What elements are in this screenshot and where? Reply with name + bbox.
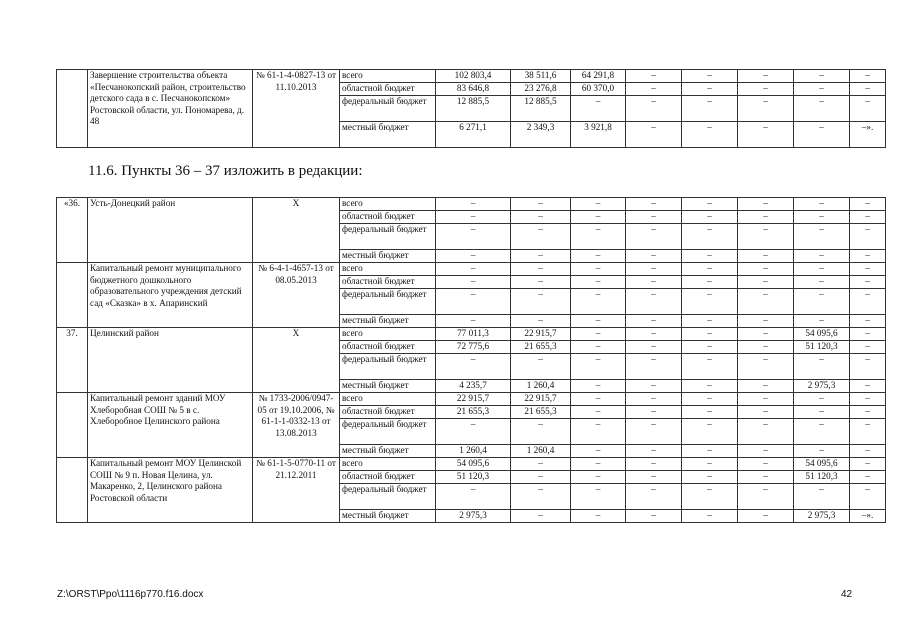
amount-cell: – [850,458,886,471]
amount-cell: – [511,419,571,445]
amount-cell: 1 260,4 [436,445,511,458]
amount-cell: – [571,263,626,276]
amount-cell: – [682,510,738,523]
amount-cell: – [794,122,850,148]
amount-cell: – [626,484,682,510]
amount-cell: – [682,224,738,250]
amount-cell: 72 775,6 [436,341,511,354]
funding-source-cell: областной бюджет [340,276,436,289]
footer-page-number: 42 [841,589,853,600]
amount-cell: – [850,445,886,458]
amount-cell: – [738,380,794,393]
amount-cell: – [682,354,738,380]
amount-cell: – [738,445,794,458]
amount-cell: – [571,406,626,419]
amount-cell: – [850,393,886,406]
amount-cell: – [626,419,682,445]
funding-source-cell: всего [340,198,436,211]
amount-cell: – [850,70,886,83]
object-name-cell: Капитальный ремонт МОУ Целинской СОШ № 9 п. Новая Целина, ул. Макаренко, 2, Целинского района Ростовской области [88,458,253,523]
amount-cell: – [436,198,511,211]
item-number-cell [57,70,88,148]
amount-cell: 2 975,3 [794,380,850,393]
amount-cell: 22 915,7 [436,393,511,406]
amount-cell: – [850,211,886,224]
amount-cell: – [571,380,626,393]
amount-cell: – [682,484,738,510]
item-number-cell [57,393,88,458]
amount-cell: – [738,354,794,380]
table-row [57,393,886,406]
amount-cell: – [850,250,886,263]
item-number-cell [57,263,88,328]
object-name-cell: Целинский район [88,328,253,393]
amount-cell: – [738,211,794,224]
object-name-cell: Завершение строительства объекта «Песчанокопский район, строительство детского сада в с. Песчанокопском» Ростовской области, ул. Пономарева, д. 48 [88,70,253,148]
funding-source-cell: областной бюджет [340,83,436,96]
amount-cell: – [794,406,850,419]
funding-source-cell: всего [340,328,436,341]
table-row [57,328,886,341]
amount-cell: – [850,471,886,484]
table-row [57,458,886,471]
amount-cell: – [682,96,738,122]
amount-cell: – [626,96,682,122]
amount-cell: – [682,315,738,328]
amount-cell: 3 921,8 [571,122,626,148]
amount-cell: 83 646,8 [436,83,511,96]
amount-cell: 54 095,6 [794,458,850,471]
amount-cell: – [626,83,682,96]
amount-cell: – [571,458,626,471]
footer-file-path: Z:\ORST\Ppo\1116p770.f16.docx [57,589,204,600]
amount-cell: – [738,289,794,315]
amount-cell: – [794,211,850,224]
amount-cell: – [626,445,682,458]
amount-cell: – [738,419,794,445]
funding-source-cell: местный бюджет [340,380,436,393]
amount-cell: – [511,250,571,263]
amount-cell: – [511,315,571,328]
object-name-cell: Усть-Донецкий район [88,198,253,263]
top-table [56,69,886,148]
amount-cell: – [738,471,794,484]
amount-cell: – [626,458,682,471]
item-number-cell [57,458,88,523]
object-name-cell: Капитальный ремонт муниципального бюджетного дошкольного образовательного учреждения детский сад «Сказка» в х. Апаринский [88,263,253,328]
amount-cell: – [436,250,511,263]
amount-cell: – [794,315,850,328]
amount-cell: – [626,224,682,250]
amount-cell: – [436,263,511,276]
amount-cell: – [738,341,794,354]
amount-cell: – [571,250,626,263]
amount-cell: – [682,122,738,148]
amount-cell: – [571,484,626,510]
amount-cell: – [794,445,850,458]
amount-cell: 38 511,6 [511,70,571,83]
amount-cell: 22 915,7 [511,328,571,341]
amount-cell: – [511,211,571,224]
amount-cell: – [738,198,794,211]
amount-cell: – [511,510,571,523]
amount-cell: – [850,484,886,510]
amount-cell: – [682,83,738,96]
amount-cell: – [738,276,794,289]
amount-cell: – [626,211,682,224]
amount-cell: – [738,315,794,328]
funding-source-cell: федеральный бюджет [340,289,436,315]
amount-cell: – [511,289,571,315]
amount-cell: 21 655,3 [511,341,571,354]
amount-cell: 1 260,4 [511,445,571,458]
amount-cell: – [850,198,886,211]
amount-cell: – [511,484,571,510]
amount-cell: – [850,96,886,122]
amount-cell: 51 120,3 [794,471,850,484]
amount-cell: – [682,276,738,289]
amount-cell: – [850,224,886,250]
amount-cell: – [436,289,511,315]
amount-cell: 2 975,3 [436,510,511,523]
amount-cell: 51 120,3 [794,341,850,354]
amount-cell: – [571,96,626,122]
amount-cell: – [626,315,682,328]
amount-cell: – [571,224,626,250]
funding-source-cell: областной бюджет [340,211,436,224]
amount-cell: – [626,250,682,263]
amount-cell: – [626,393,682,406]
amount-cell: – [626,276,682,289]
amount-cell: – [738,122,794,148]
amount-cell: – [738,70,794,83]
amount-cell: 1 260,4 [511,380,571,393]
amount-cell: – [571,419,626,445]
funding-source-cell: местный бюджет [340,510,436,523]
amount-cell: – [571,198,626,211]
amount-cell: – [738,328,794,341]
amount-cell: – [682,419,738,445]
amount-cell: – [794,263,850,276]
amount-cell: – [850,263,886,276]
amount-cell: – [682,250,738,263]
amount-cell: – [850,341,886,354]
amount-cell: 2 975,3 [794,510,850,523]
amount-cell: – [571,211,626,224]
amount-cell: – [794,289,850,315]
amount-cell: – [436,224,511,250]
amount-cell: – [511,263,571,276]
funding-source-cell: федеральный бюджет [340,224,436,250]
amount-cell: – [850,354,886,380]
amount-cell: – [626,471,682,484]
amount-cell: – [626,122,682,148]
amount-cell: – [571,510,626,523]
amount-cell: –». [850,510,886,523]
amount-cell: 60 370,0 [571,83,626,96]
amount-cell: – [850,419,886,445]
expertise-number-cell: Х [253,328,340,393]
expertise-number-cell: Х [253,198,340,263]
funding-source-cell: областной бюджет [340,341,436,354]
amount-cell: – [626,354,682,380]
amount-cell: – [571,315,626,328]
amount-cell: – [850,83,886,96]
funding-source-cell: всего [340,263,436,276]
amount-cell: – [511,354,571,380]
amount-cell: 21 655,3 [511,406,571,419]
amount-cell: – [794,198,850,211]
amount-cell: – [571,471,626,484]
funding-source-cell: всего [340,393,436,406]
funding-source-cell: всего [340,70,436,83]
amount-cell: – [436,419,511,445]
amount-cell: – [850,315,886,328]
amount-cell: – [682,380,738,393]
funding-source-cell: местный бюджет [340,250,436,263]
funding-source-cell: всего [340,458,436,471]
amount-cell: – [682,458,738,471]
amount-cell: 22 915,7 [511,393,571,406]
expertise-number-cell: № 61-1-5-0770-11 от 21.12.2011 [253,458,340,523]
main-table [56,197,886,523]
funding-source-cell: федеральный бюджет [340,419,436,445]
amount-cell: –». [850,122,886,148]
amount-cell: – [738,250,794,263]
funding-source-cell: местный бюджет [340,445,436,458]
amount-cell: – [738,96,794,122]
amount-cell: – [794,354,850,380]
amount-cell: – [850,289,886,315]
amount-cell: – [626,380,682,393]
amount-cell: – [794,224,850,250]
amount-cell: – [436,315,511,328]
amount-cell: – [511,224,571,250]
amount-cell: 64 291,8 [571,70,626,83]
amount-cell: 77 011,3 [436,328,511,341]
expertise-number-cell: № 61-1-4-0827-13 от 11.10.2013 [253,70,340,148]
amount-cell: – [794,276,850,289]
amount-cell: – [626,406,682,419]
amount-cell: – [794,250,850,263]
amount-cell: – [794,393,850,406]
amount-cell: – [682,289,738,315]
amount-cell: – [511,471,571,484]
amount-cell: – [571,289,626,315]
expertise-number-cell: № 1733-2006/0947-05 от 19.10.2006, № 61-1-1-0332-13 от 13.08.2013 [253,393,340,458]
amount-cell: – [850,406,886,419]
amount-cell: – [794,83,850,96]
amount-cell: – [436,211,511,224]
table-row [57,263,886,276]
amount-cell: – [794,96,850,122]
amount-cell: – [626,328,682,341]
amount-cell: – [738,83,794,96]
amount-cell: – [682,328,738,341]
amount-cell: – [571,354,626,380]
amount-cell: – [850,380,886,393]
amount-cell: – [436,484,511,510]
amount-cell: 23 276,8 [511,83,571,96]
amount-cell: – [571,341,626,354]
amount-cell: – [794,419,850,445]
funding-source-cell: федеральный бюджет [340,484,436,510]
amount-cell: – [682,263,738,276]
amount-cell: – [626,289,682,315]
amount-cell: – [738,224,794,250]
amount-cell: – [511,458,571,471]
amount-cell: – [571,393,626,406]
funding-source-cell: местный бюджет [340,315,436,328]
amount-cell: – [571,445,626,458]
amount-cell: – [511,198,571,211]
amount-cell: – [626,198,682,211]
expertise-number-cell: № 6-4-1-4657-13 от 08.05.2013 [253,263,340,328]
amount-cell: – [682,211,738,224]
table-row [57,198,886,211]
funding-source-cell: федеральный бюджет [340,96,436,122]
amount-cell: – [738,393,794,406]
item-number-cell: 37. [57,328,88,393]
amount-cell: 4 235,7 [436,380,511,393]
item-number-cell: «36. [57,198,88,263]
amount-cell: 12 885,5 [436,96,511,122]
amount-cell: – [738,406,794,419]
amount-cell: – [850,328,886,341]
amount-cell: 51 120,3 [436,471,511,484]
amount-cell: – [626,341,682,354]
amount-cell: – [682,198,738,211]
amount-cell: – [436,354,511,380]
amount-cell: – [738,458,794,471]
object-name-cell: Капитальный ремонт зданий МОУ Хлеборобная СОШ № 5 в с. Хлеборобное Целинского района [88,393,253,458]
amount-cell: – [626,263,682,276]
amount-cell: – [850,276,886,289]
amount-cell: – [436,276,511,289]
amount-cell: – [682,445,738,458]
amount-cell: – [794,484,850,510]
funding-source-cell: областной бюджет [340,471,436,484]
amount-cell: – [738,484,794,510]
amount-cell: – [682,471,738,484]
amount-cell: – [511,276,571,289]
amount-cell: 2 349,3 [511,122,571,148]
amount-cell: – [738,263,794,276]
amount-cell: – [682,393,738,406]
amount-cell: – [794,70,850,83]
amount-cell: – [682,70,738,83]
amount-cell: 21 655,3 [436,406,511,419]
amount-cell: 12 885,5 [511,96,571,122]
funding-source-cell: местный бюджет [340,122,436,148]
amount-cell: – [682,341,738,354]
amount-cell: – [571,276,626,289]
amount-cell: 102 803,4 [436,70,511,83]
funding-source-cell: федеральный бюджет [340,354,436,380]
amount-cell: – [738,510,794,523]
funding-source-cell: областной бюджет [340,406,436,419]
table-row [57,70,886,83]
amount-cell: 6 271,1 [436,122,511,148]
amount-cell: – [626,510,682,523]
amount-cell: – [571,328,626,341]
amount-cell: 54 095,6 [794,328,850,341]
amount-cell: – [682,406,738,419]
amount-cell: – [626,70,682,83]
amount-cell: 54 095,6 [436,458,511,471]
section-heading: 11.6. Пункты 36 – 37 изложить в редакции: [88,163,363,179]
